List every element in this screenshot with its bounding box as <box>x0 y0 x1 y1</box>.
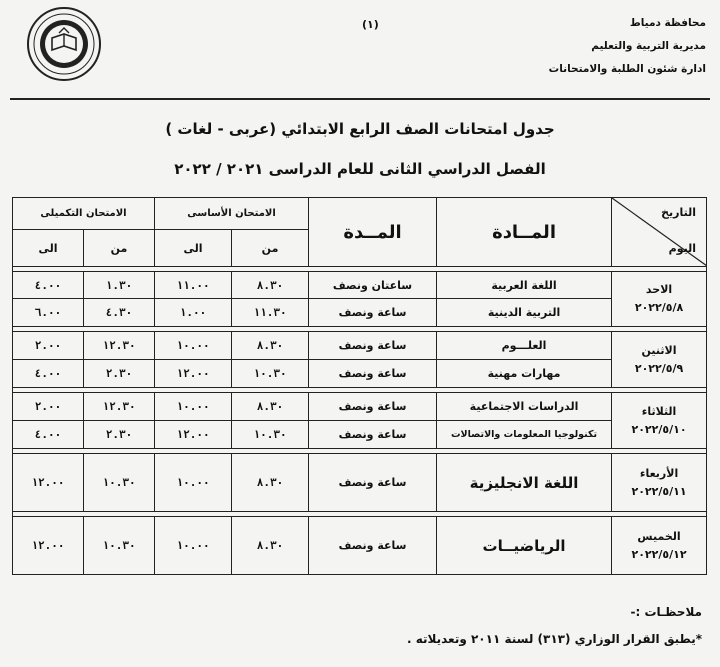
supp-to-cell: ١٢.٠٠ <box>13 454 84 512</box>
basic-to-cell: ١٢.٠٠ <box>155 360 232 388</box>
day-cell <box>612 332 707 388</box>
date-header: التاريخ <box>661 206 697 219</box>
duration-cell: ساعة ونصف <box>309 421 437 449</box>
subject-cell: اللغة الانجليزية <box>437 454 612 512</box>
subject-cell: مهارات مهنية <box>437 360 612 388</box>
table-row <box>13 517 707 575</box>
supp-to-cell: ٢.٠٠ <box>13 393 84 421</box>
duration-cell: ساعة ونصف <box>309 454 437 512</box>
supplementary-exam-header: الامتحان التكميلى <box>13 198 155 230</box>
subject-header: المــادة <box>437 198 612 267</box>
basic-from-header: من <box>232 230 309 267</box>
basic-from-cell: ٨.٣٠ <box>232 393 309 421</box>
subject-cell: التربية الدينية <box>437 299 612 327</box>
supp-from-header: من <box>84 230 155 267</box>
supp-from-cell: ١٢.٣٠ <box>84 332 155 360</box>
day-cell <box>612 454 707 512</box>
date-day-header <box>612 198 707 267</box>
day-date: ٢٠٢٢/٥/٩ <box>634 361 684 375</box>
table-row <box>13 454 707 512</box>
table-row <box>13 272 707 299</box>
supp-from-cell: ١٠.٣٠ <box>84 454 155 512</box>
notes-label: ملاحظـات :- <box>630 605 702 619</box>
basic-to-cell: ١١.٠٠ <box>155 272 232 299</box>
day-date: ٢٠٢٢/٥/٨ <box>634 301 684 314</box>
supp-from-cell: ٤.٣٠ <box>84 299 155 327</box>
supp-to-cell: ٦.٠٠ <box>13 299 84 327</box>
exam-schedule-table <box>12 197 707 575</box>
basic-to-cell: ١٠.٠٠ <box>155 517 232 575</box>
subject-cell: الدراسات الاجتماعية <box>437 393 612 421</box>
day-header: اليوم <box>668 242 697 255</box>
supp-to-cell: ٤.٠٠ <box>13 360 84 388</box>
basic-to-header: الى <box>155 230 232 267</box>
duration-cell: ساعة ونصف <box>309 299 437 327</box>
day-cell <box>612 393 707 449</box>
duration-cell: ساعة ونصف <box>309 393 437 421</box>
duration-cell: ساعة ونصف <box>309 360 437 388</box>
header-line-governorate: محافظة دمياط <box>629 17 706 29</box>
subject-cell: الرياضيــات <box>437 517 612 575</box>
basic-to-cell: ١٠.٠٠ <box>155 332 232 360</box>
table-row <box>13 421 707 449</box>
day-name: الخميس <box>637 529 681 543</box>
supp-to-cell: ١٢.٠٠ <box>13 517 84 575</box>
day-date: ٢٠٢٢/٥/١١ <box>631 484 687 498</box>
table-row <box>13 393 707 421</box>
basic-exam-header: الامتحان الأساسى <box>155 198 309 230</box>
note-item: *يطبق القرار الوزاري (٣١٣) لسنة ٢٠١١ وتعديلاته . <box>406 632 702 646</box>
supp-to-cell: ٤.٠٠ <box>13 272 84 299</box>
basic-to-cell: ١٢.٠٠ <box>155 421 232 449</box>
duration-cell: ساعتان ونصف <box>309 272 437 299</box>
supp-to-header: الى <box>13 230 84 267</box>
supp-from-cell: ٢.٣٠ <box>84 360 155 388</box>
basic-from-cell: ١٠.٣٠ <box>232 421 309 449</box>
basic-from-cell: ٨.٣٠ <box>232 332 309 360</box>
basic-to-cell: ١٠.٠٠ <box>155 454 232 512</box>
table-row <box>13 299 707 327</box>
duration-cell: ساعة ونصف <box>309 517 437 575</box>
table-row <box>13 360 707 388</box>
header-line-directorate: مديرية التربية والتعليم <box>591 40 706 52</box>
supp-from-cell: ١٢.٣٠ <box>84 393 155 421</box>
day-date: ٢٠٢٢/٥/١٠ <box>631 422 687 436</box>
supp-from-cell: ١٠.٣٠ <box>84 517 155 575</box>
basic-from-cell: ٨.٣٠ <box>232 517 309 575</box>
subject-cell: تكنولوجيا المعلومات والاتصالات <box>437 421 612 449</box>
basic-from-cell: ٨.٣٠ <box>232 272 309 299</box>
day-name: الاحد <box>645 283 673 296</box>
day-name: الاثنين <box>641 343 677 357</box>
header-line-department: ادارة شئون الطلبة والامتحانات <box>548 63 706 75</box>
supp-from-cell: ٢.٣٠ <box>84 421 155 449</box>
basic-from-cell: ١٠.٣٠ <box>232 360 309 388</box>
supp-to-cell: ٤.٠٠ <box>13 421 84 449</box>
day-cell <box>612 517 707 575</box>
day-date: ٢٠٢٢/٥/١٢ <box>631 547 687 561</box>
directorate-header <box>549 12 706 81</box>
ministry-seal-icon <box>26 6 102 82</box>
day-name: الثلاثاء <box>641 404 677 418</box>
basic-from-cell: ٨.٣٠ <box>232 454 309 512</box>
schedule-title: جدول امتحانات الصف الرابع الابتدائي (عربى - لغات ) <box>165 120 555 138</box>
basic-to-cell: ١٠.٠٠ <box>155 393 232 421</box>
supp-to-cell: ٢.٠٠ <box>13 332 84 360</box>
day-name: الأربعاء <box>639 466 679 480</box>
header-divider <box>10 98 710 100</box>
table-row <box>13 332 707 360</box>
page-number: (١) <box>362 18 379 31</box>
supp-from-cell: ١.٣٠ <box>84 272 155 299</box>
duration-cell: ساعة ونصف <box>309 332 437 360</box>
subject-cell: اللغة العربية <box>437 272 612 299</box>
schedule-subtitle: الفصل الدراسي الثانى للعام الدراسى ٢٠٢١ / ٢٠٢٢ <box>174 160 546 178</box>
basic-from-cell: ١١.٣٠ <box>232 299 309 327</box>
subject-cell: العلـــوم <box>437 332 612 360</box>
day-cell <box>612 272 707 327</box>
basic-to-cell: ١.٠٠ <box>155 299 232 327</box>
duration-header: المــدة <box>309 198 437 267</box>
